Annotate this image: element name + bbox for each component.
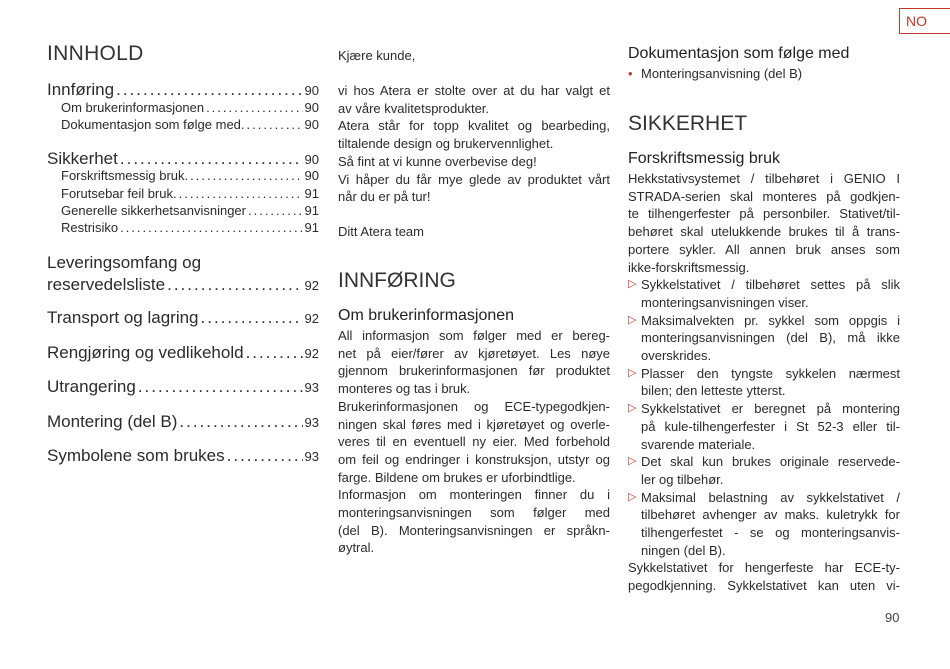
toc-entry-title: Generelle sikkerhetsanvisninger	[61, 203, 246, 218]
toc-entry-title: Leveringsomfang og	[47, 253, 202, 272]
text-line: monteringsanvisningen viser.	[641, 294, 809, 310]
text-line: Plasser den tyngste sykkelen nærmest	[641, 365, 900, 381]
toc-entry[interactable]	[47, 446, 319, 466]
text-line: portere sykler. All annen bruk anses som	[628, 241, 900, 257]
triangle-bullet-icon: ▷	[628, 366, 637, 379]
text-line: monteringsanvisningen som følger med	[338, 505, 610, 521]
toc-entry[interactable]	[47, 252, 319, 297]
toc-entry-page: 90	[304, 168, 319, 183]
toc-subentry[interactable]	[47, 168, 319, 183]
triangle-bullet-icon: ▷	[628, 313, 637, 326]
toc-entry-page: 93	[304, 415, 319, 430]
bullet-icon: •	[628, 66, 633, 81]
toc-entry[interactable]	[47, 149, 319, 169]
toc-title: INNHOLD	[47, 42, 144, 65]
list-item-text: Monteringsanvisning (del B)	[641, 66, 803, 81]
text-line: Brukerinformasjonen og ECE-typegodkjen-	[338, 398, 610, 414]
subsection-heading: Dokumentasjon som følge med	[628, 45, 850, 62]
toc-entry-title: Innføring	[47, 80, 115, 99]
text-line: tilbehøret avhenger av maks. kuletrykk for	[641, 507, 900, 523]
text-line: Sykkelstativet for hengerfeste har ECE-ty-	[628, 560, 900, 576]
text-line: øytral.	[338, 540, 375, 556]
text-line: pegodkjenning. Sykkelstativet kan uten vi-	[628, 578, 900, 594]
text-line: te tilhengerfester på personbiler. Stativet/til-	[628, 206, 900, 222]
text-line: Maksimalvekten pr. sykkel som oppgis i	[641, 312, 900, 328]
intro-paragraph	[338, 327, 610, 557]
letter-body	[338, 82, 610, 206]
text-line: Informasjon om monteringen finner du i	[338, 487, 610, 503]
toc-entry-title: Utrangering	[47, 377, 136, 396]
text-line: svarende materiale.	[641, 436, 756, 452]
toc-entry-title: reservedelsliste	[47, 275, 166, 294]
text-line: ningen skal føres med i kjøretøyet og overle-	[338, 416, 610, 432]
text-line: Sykkelstativet / tilbehøret settes på slik	[641, 277, 900, 293]
text-line: monteres og tas i bruk.	[338, 381, 471, 397]
toc-entry-page: 90	[304, 152, 319, 167]
toc-entry[interactable]	[47, 412, 319, 432]
toc-entry-title: Symbolene som brukes	[47, 446, 225, 465]
letter-signoff: Ditt Atera team	[338, 224, 424, 239]
text-line: bilen; den letteste ytterst.	[641, 383, 786, 399]
triangle-bullet-icon: ▷	[628, 402, 637, 415]
toc-subentry[interactable]	[47, 117, 319, 132]
toc-entry-page: 90	[304, 117, 319, 132]
text-line: ningen (del B).	[641, 542, 726, 558]
text-line: (del B). Monteringsanvisningen er språkn-	[338, 522, 610, 538]
text-line: om feil og endringer i konstruksjon, utstyr og	[338, 451, 610, 467]
subsection-heading: Forskriftsmessig bruk	[628, 150, 781, 167]
toc-entry-line	[47, 274, 319, 297]
text-line: av våre kvalitetsprodukter.	[338, 100, 490, 116]
section-heading: INNFØRING	[338, 269, 456, 292]
toc-entry-title: Rengjøring og vedlikehold	[47, 343, 244, 362]
triangle-bullet-icon: ▷	[628, 278, 637, 291]
toc-entry-page: 91	[304, 203, 319, 218]
toc-entry-page: 91	[304, 220, 319, 235]
text-line: vi hos Atera er stolte over at du har valgt et	[338, 83, 610, 98]
list-item	[628, 489, 900, 560]
toc-entry-title: Sikkerhet	[47, 149, 118, 168]
toc-entry-title: Montering (del B)	[47, 412, 178, 431]
list-item	[628, 400, 900, 453]
text-line: monteringsanvisningen (del B), må ikke	[641, 330, 900, 346]
toc-entry-page: 93	[304, 380, 319, 395]
toc-entry-title: Om brukerinformasjonen	[61, 100, 205, 115]
toc-entry-title: Forutsebar feil bruk.	[61, 186, 177, 201]
list-item	[628, 453, 900, 488]
docs-list	[628, 65, 900, 83]
toc-subentry[interactable]	[47, 220, 319, 235]
toc-entry-page: 93	[304, 449, 319, 464]
text-line: net på eier/fører av kjøretøyet. Les nøye	[338, 345, 610, 361]
triangle-bullet-icon: ▷	[628, 490, 637, 503]
toc-entry-page: 92	[304, 311, 319, 326]
safety-paragraph	[628, 170, 900, 595]
text-line: ikke-forskriftsmessig.	[628, 259, 750, 275]
list-item	[628, 365, 900, 400]
list-item	[628, 312, 900, 365]
toc-entry-page: 90	[304, 83, 319, 98]
toc-entry[interactable]	[47, 308, 319, 328]
toc-subentry[interactable]	[47, 203, 319, 218]
text-line: Vi håper du får mye glede av produktet vårt	[338, 171, 610, 187]
text-line: ler og tilbehør.	[641, 471, 724, 487]
toc-entry-page: 92	[304, 278, 319, 293]
letter-greeting: Kjære kunde,	[338, 48, 416, 63]
text-line: veres til en eventuell ny eier. Med forbehold	[338, 434, 610, 450]
text-line: Hekkstativsystemet / tilbehøret i GENIO I	[628, 171, 900, 186]
text-line: STRADA-serien skal monteres på godkjen-	[628, 188, 900, 204]
toc-entry-page: 91	[304, 186, 319, 201]
text-line: behøret skal utelukkende brukes til å trans-	[628, 224, 900, 240]
toc-entry[interactable]	[47, 377, 319, 397]
toc-entry-title: Restrisiko	[61, 220, 119, 235]
toc-entry-page: 92	[304, 346, 319, 361]
text-line: All informasjon som følger med er bereg-	[338, 328, 610, 343]
text-line: gjennom brukerinformasjonen før produktet	[338, 363, 610, 379]
text-line: farge. Bildene om brukes er uforbindtlige.	[338, 469, 576, 485]
text-line: Maksimal belastning av sykkelstativet /	[641, 489, 900, 505]
toc-entry-title: Dokumentasjon som følge med.	[61, 117, 245, 132]
text-line: Så fint at vi kunne overbevise deg!	[338, 153, 537, 169]
text-line: Atera står for topp kvalitet og bearbeding,	[338, 118, 610, 134]
text-line: tiltalende design og brukervennlighet.	[338, 136, 554, 152]
text-line: overskrides.	[641, 348, 712, 364]
language-tab: NO	[899, 8, 950, 34]
toc-subentry[interactable]	[47, 100, 319, 115]
text-line: Det skal kun brukes originale reservede-	[641, 454, 900, 470]
section-heading: SIKKERHET	[628, 112, 748, 135]
text-line: tilhengerfestet - se og monteringsanvis-	[641, 525, 900, 541]
list-item	[628, 65, 900, 83]
toc-entry[interactable]	[47, 343, 319, 363]
subsection-heading: Om brukerinformasjonen	[338, 307, 515, 324]
toc-subentry[interactable]	[47, 186, 319, 201]
page-number: 90	[885, 610, 900, 625]
toc-entry-title: Transport og lagring	[47, 308, 199, 327]
toc-entry-page: 90	[304, 100, 319, 115]
list-item	[628, 276, 900, 311]
text-line: når du er på tur!	[338, 189, 431, 205]
toc-entry[interactable]	[47, 80, 319, 100]
text-line: Sykkelstativet er beregnet på montering	[641, 401, 900, 417]
toc-entry-title: Forskriftsmessig bruk.	[61, 168, 189, 183]
text-line: på kule-tilhengerfester i St 52-3 eller til-	[641, 418, 900, 434]
triangle-bullet-icon: ▷	[628, 455, 637, 468]
